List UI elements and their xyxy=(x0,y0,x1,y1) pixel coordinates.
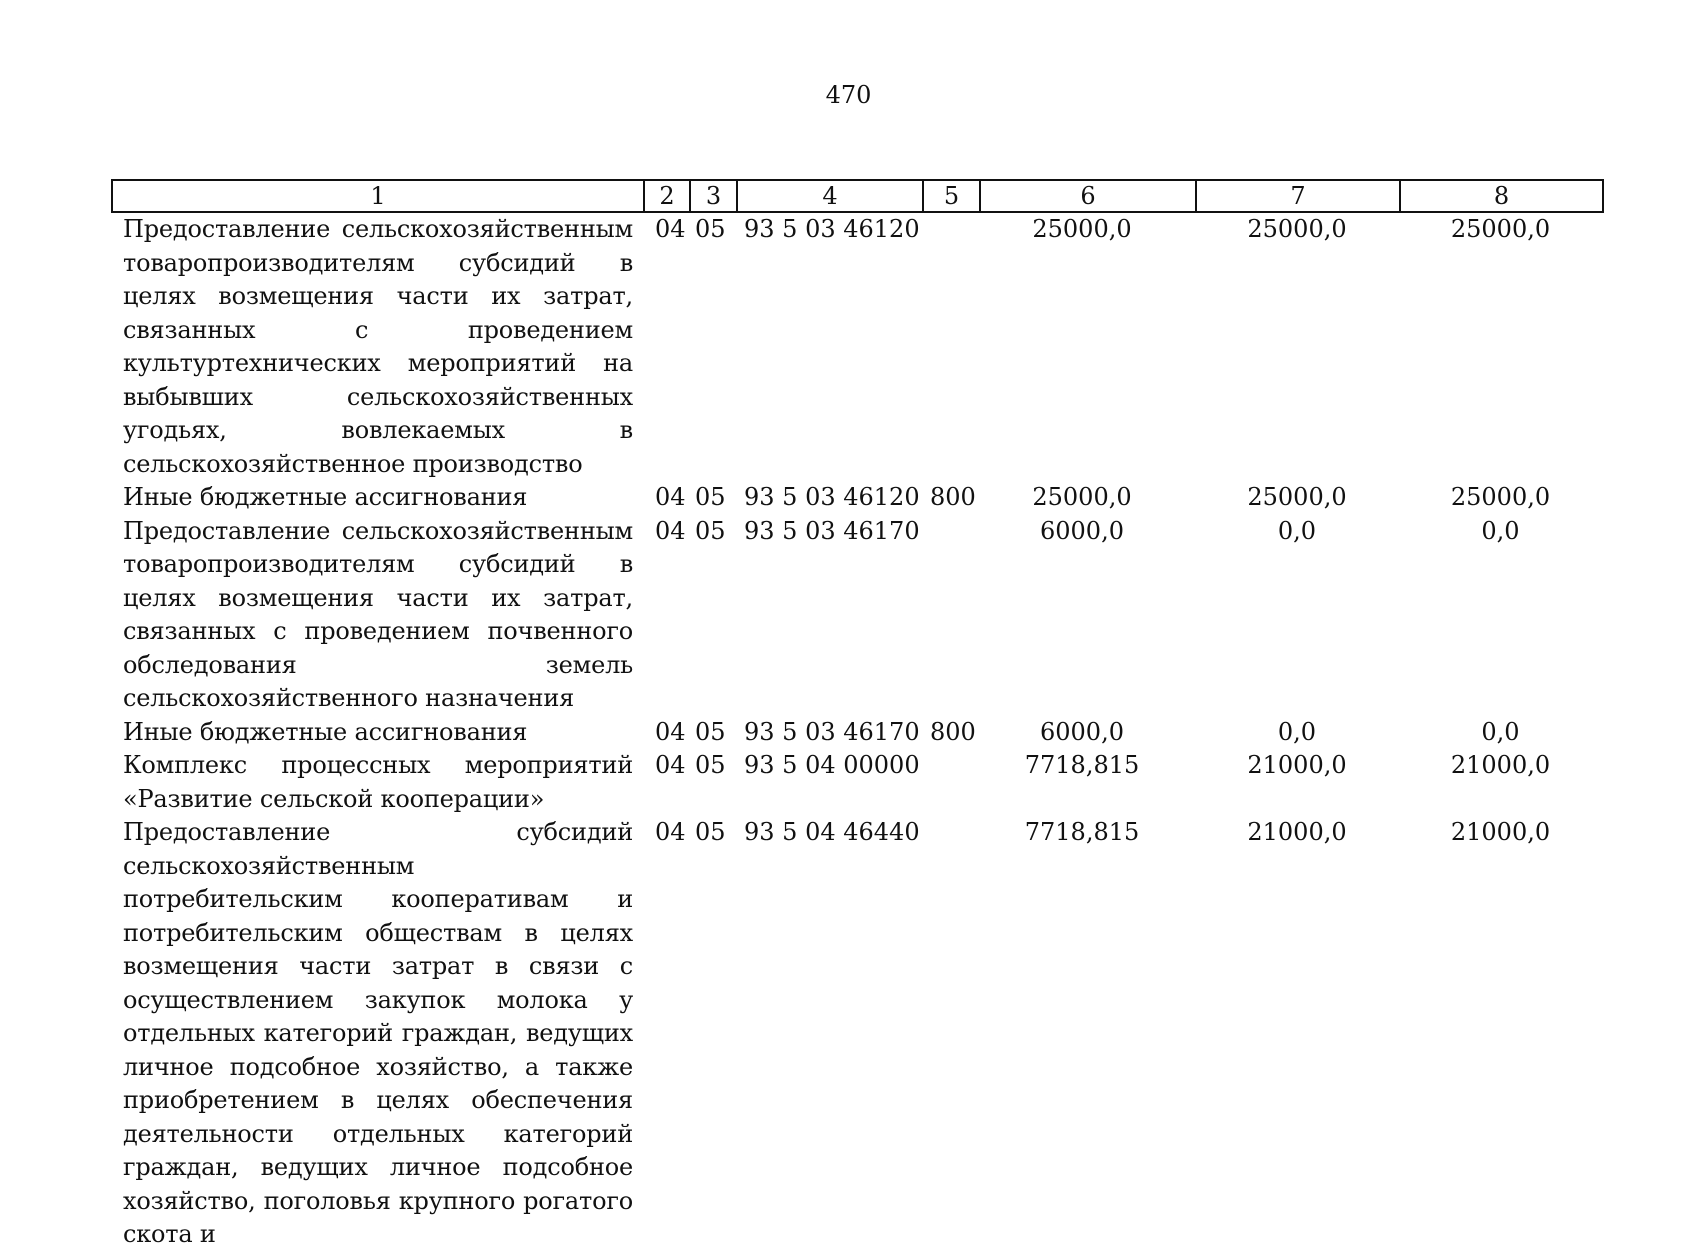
column-header-1: 1 xyxy=(112,180,644,212)
row-description: Иные бюджетные ассигнования xyxy=(123,717,528,746)
table-row xyxy=(111,816,1602,1252)
table-row xyxy=(111,749,1602,816)
row-target-code: 93 5 04 46440 xyxy=(744,818,920,846)
page-number: 470 xyxy=(825,81,872,109)
column-header-5: 5 xyxy=(923,180,980,212)
row-description: Предоставление субсидий сельскохозяйственным потребительским кооперативам и потребительским обществам в целях возмещения части затрат в связи с осуществлением закупок молока у отдельных категорий граждан, ведущих личное подсобное хозяйство, а также приобретением в целях обеспечения деятельности отдельных категорий граждан, ведущих личное подсобное хозяйство, поголовья крупного рогатого скота и xyxy=(123,818,633,1248)
row-description: Предоставление сельскохозяйственным товаропроизводителям субсидий в целях возмещения части их затрат, связанных с проведением почвенного обследования земель сельскохозяйственного назначения xyxy=(123,516,633,712)
table-row xyxy=(111,716,1602,750)
row-amount-col7: 25000,0 xyxy=(1247,215,1347,243)
row-amount-col7: 21000,0 xyxy=(1247,818,1347,846)
row-description: Предоставление сельскохозяйственным товаропроизводителям субсидий в целях возмещения части их затрат, связанных с проведением культуртехнических мероприятий на выбывших сельскохозяйственных угодьях, вовлекаемых в сельскохозяйственное производство xyxy=(123,215,633,478)
row-section: 04 xyxy=(655,215,686,243)
column-header-4: 4 xyxy=(737,180,923,212)
row-amount-col7: 0,0 xyxy=(1277,717,1317,746)
row-section: 04 xyxy=(655,717,686,746)
row-description: Комплекс процессных мероприятий «Развитие сельской кооперации» xyxy=(123,751,633,813)
row-amount-col6: 7718,815 xyxy=(1024,751,1140,779)
row-expense-type: 800 xyxy=(930,717,976,746)
row-amount-col7: 21000,0 xyxy=(1247,751,1347,779)
row-amount-col6: 25000,0 xyxy=(1032,215,1132,243)
row-target-code: 93 5 03 46120 xyxy=(744,215,920,243)
row-amount-col8: 21000,0 xyxy=(1450,818,1551,846)
table-row xyxy=(111,213,1602,481)
row-expense-type xyxy=(922,515,979,716)
row-amount-col8: 25000,0 xyxy=(1450,483,1551,511)
table-row xyxy=(111,515,1602,716)
row-amount-col7: 0,0 xyxy=(1277,516,1317,545)
row-expense-type: 800 xyxy=(930,483,976,511)
row-subsection: 05 xyxy=(695,516,726,545)
row-subsection: 05 xyxy=(695,483,726,511)
budget-table xyxy=(111,213,1602,1252)
column-header-7: 7 xyxy=(1196,180,1400,212)
row-expense-type xyxy=(922,816,979,1252)
column-header-8: 8 xyxy=(1400,180,1603,212)
row-amount-col6: 7718,815 xyxy=(1024,818,1140,846)
row-target-code: 93 5 04 00000 xyxy=(744,751,920,779)
row-amount-col6: 25000,0 xyxy=(1032,483,1132,511)
row-amount-col8: 21000,0 xyxy=(1450,751,1551,779)
row-section: 04 xyxy=(655,751,686,779)
row-subsection: 05 xyxy=(695,717,726,746)
row-description: Иные бюджетные ассигнования xyxy=(123,483,528,511)
row-expense-type xyxy=(922,213,979,481)
row-amount-col6: 6000,0 xyxy=(1040,717,1124,746)
row-subsection: 05 xyxy=(695,751,726,779)
row-section: 04 xyxy=(655,818,686,846)
row-target-code: 93 5 03 46120 xyxy=(744,483,920,511)
row-amount-col8: 25000,0 xyxy=(1450,215,1551,243)
table-header xyxy=(111,179,1604,213)
row-amount-col7: 25000,0 xyxy=(1247,483,1347,511)
row-subsection: 05 xyxy=(695,215,726,243)
row-expense-type xyxy=(922,749,979,816)
row-section: 04 xyxy=(655,483,686,511)
table-row xyxy=(111,481,1602,515)
column-header-6: 6 xyxy=(980,180,1196,212)
column-header-2: 2 xyxy=(644,180,690,212)
row-amount-col6: 6000,0 xyxy=(1040,516,1124,545)
row-target-code: 93 5 03 46170 xyxy=(744,717,920,746)
row-amount-col8: 0,0 xyxy=(1481,717,1520,746)
row-section: 04 xyxy=(655,516,686,545)
row-target-code: 93 5 03 46170 xyxy=(744,516,920,545)
row-subsection: 05 xyxy=(695,818,726,846)
row-amount-col8: 0,0 xyxy=(1481,516,1520,545)
column-header-3: 3 xyxy=(690,180,737,212)
